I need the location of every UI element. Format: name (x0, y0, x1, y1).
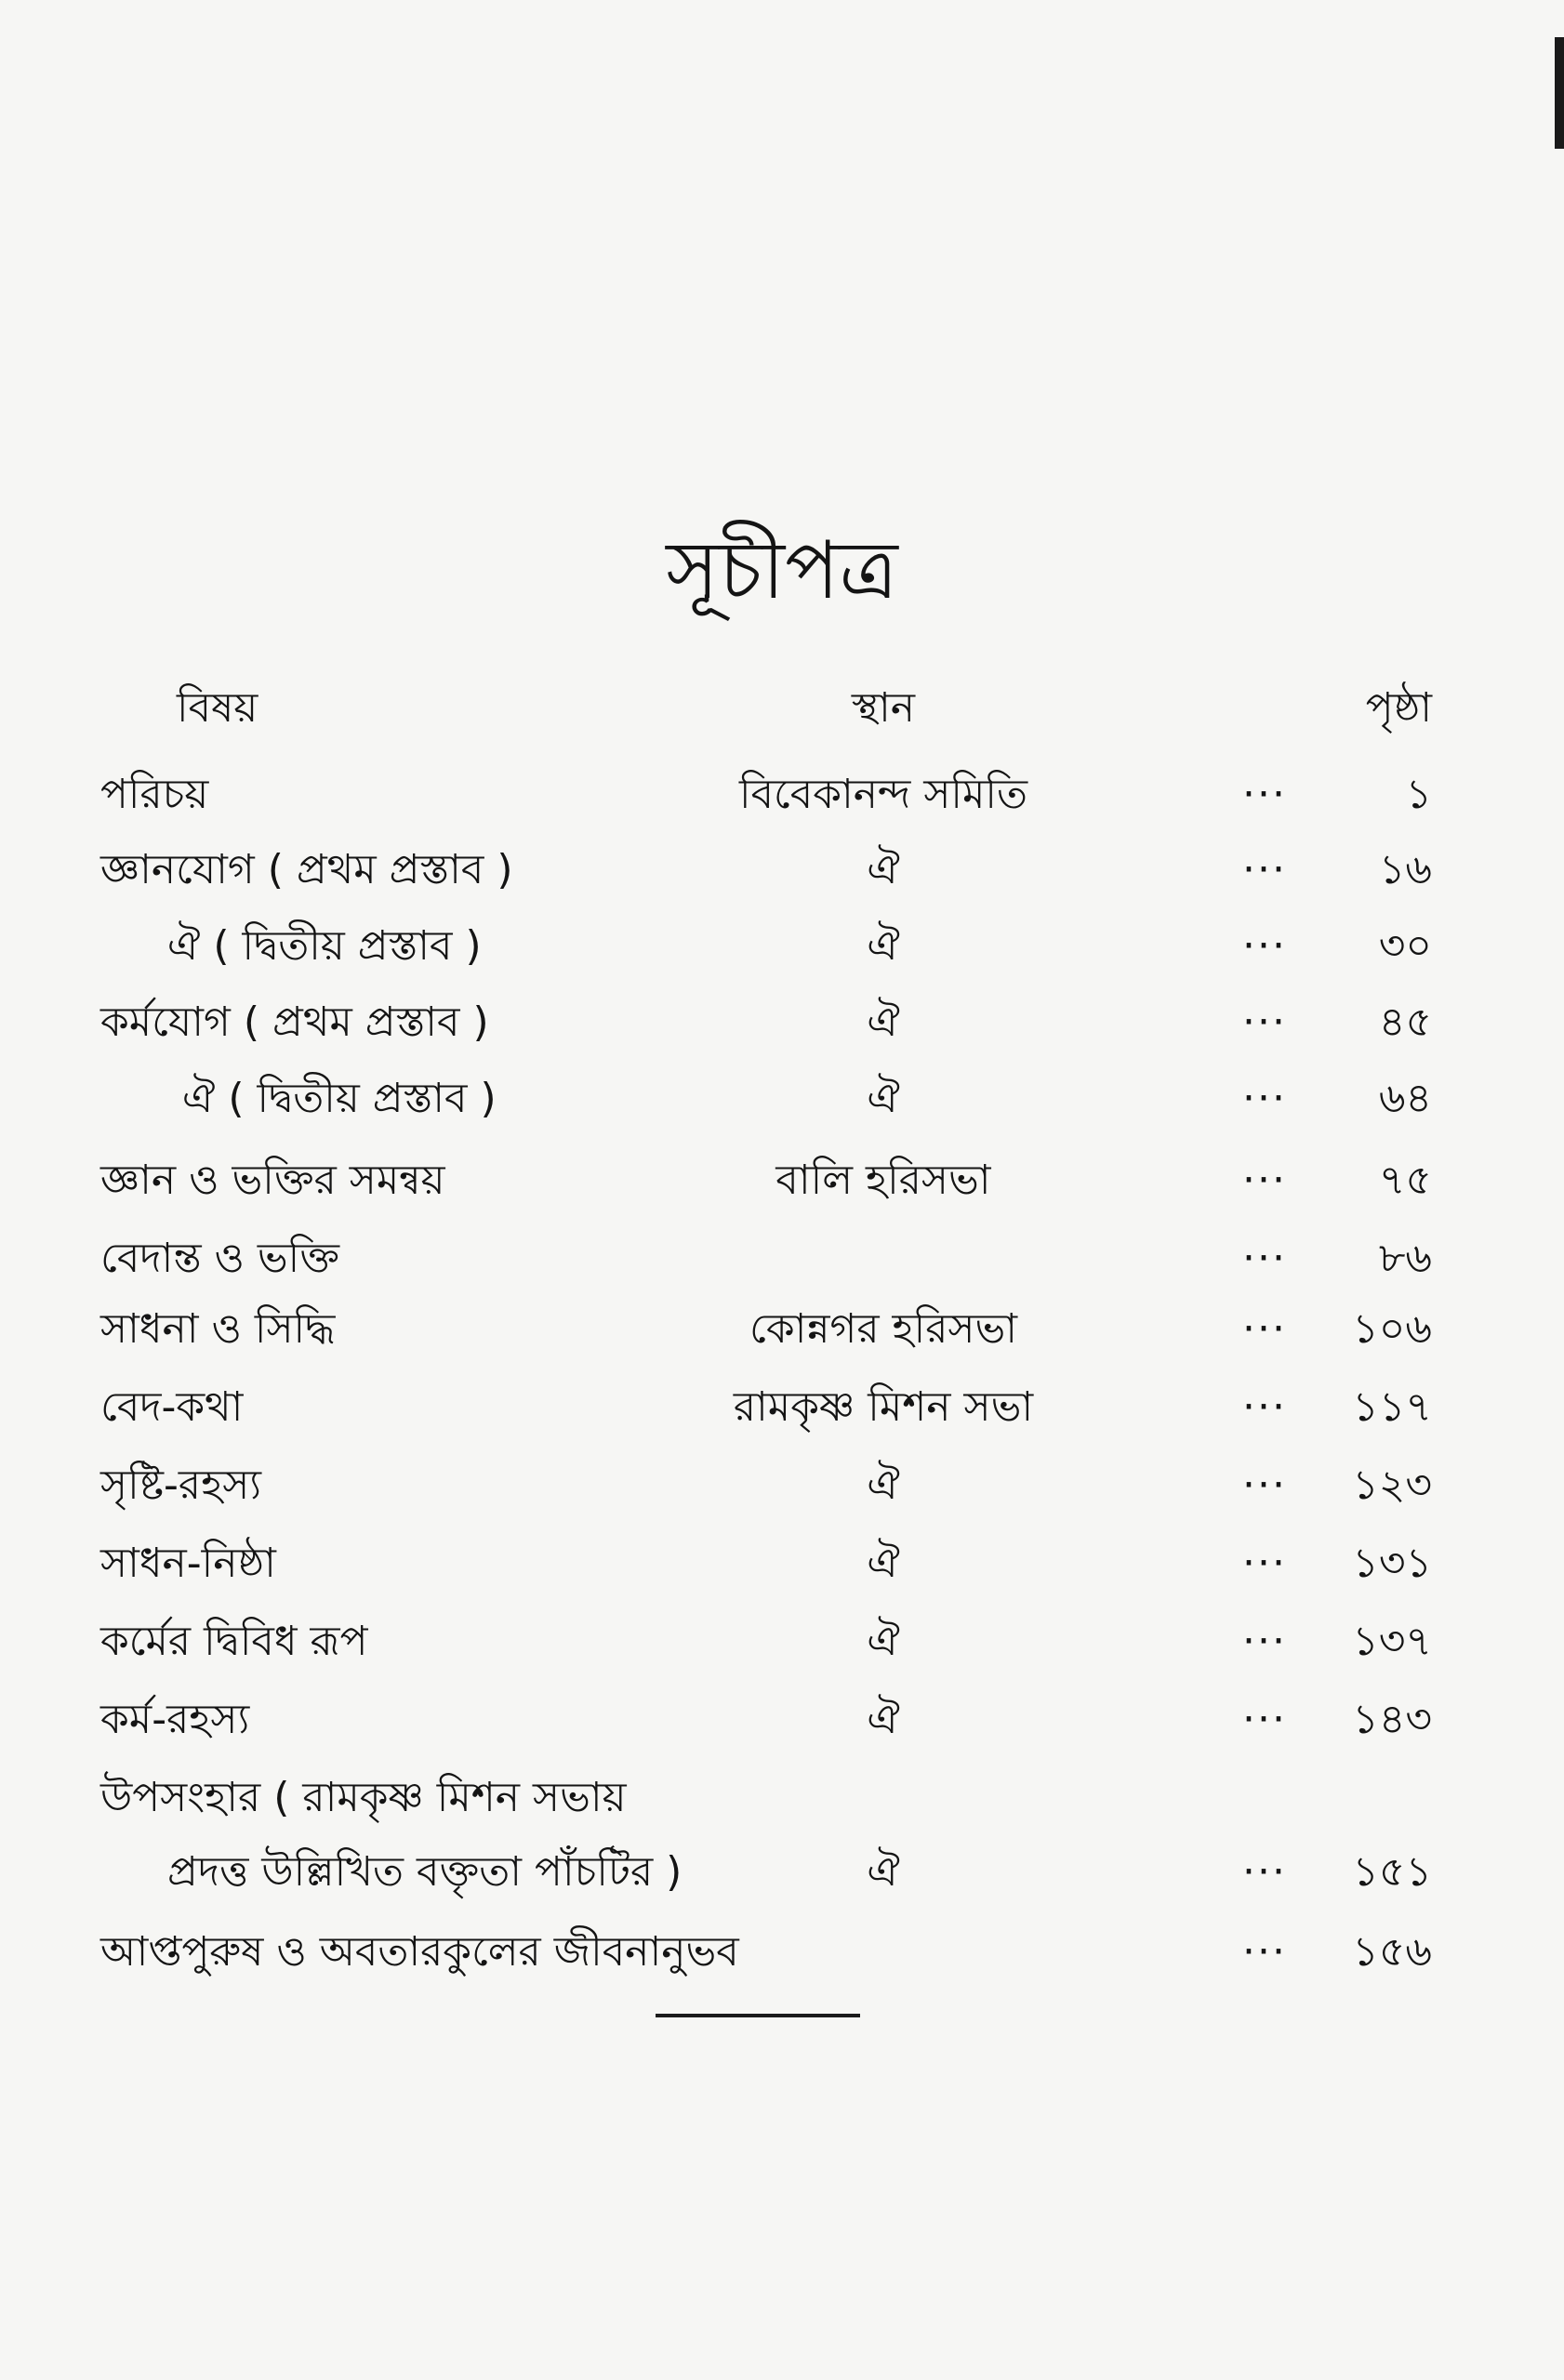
toc-place: ঐ (867, 1696, 900, 1743)
toc-leader-dots: ··· (1242, 1235, 1287, 1282)
toc-leader-dots: ··· (1242, 1075, 1287, 1122)
toc-subject: ঐ ( দ্বিতীয় প্রস্তাব ) (182, 1075, 497, 1122)
toc-row (0, 1527, 1564, 1601)
toc-subject: বেদ-কথা (100, 1383, 244, 1431)
toc-page-number: ১১৭ (1352, 1383, 1432, 1431)
toc-page-number: ১৫১ (1352, 1848, 1432, 1896)
toc-page-number: ৮৬ (1378, 1235, 1432, 1282)
closing-rule (656, 2014, 860, 2017)
toc-page-number: ১৩৭ (1352, 1618, 1432, 1665)
toc-page-number: ১৬ (1378, 846, 1432, 893)
toc-place: ঐ (867, 846, 900, 893)
toc-row (0, 909, 1564, 984)
toc-place: ঐ (867, 1540, 900, 1587)
toc-page-number: ১৪৩ (1352, 1696, 1432, 1743)
toc-leader-dots: ··· (1242, 1157, 1287, 1204)
subject-header: বিষয় (177, 684, 258, 732)
toc-subject: জ্ঞান ও ভক্তির সমন্বয় (100, 1157, 445, 1204)
toc-row (0, 1683, 1564, 1757)
toc-place: ঐ (867, 1075, 900, 1122)
page-edge-mark (1555, 37, 1564, 149)
toc-subject: বেদান্ত ও ভক্তি (100, 1235, 340, 1282)
toc-leader-dots: ··· (1242, 922, 1287, 970)
toc-row (0, 1222, 1564, 1296)
toc-leader-dots: ··· (1242, 1305, 1287, 1353)
toc-subject: জ্ঞানযোগ ( প্রথম প্রস্তাব ) (100, 846, 513, 893)
page-header: পৃষ্ঠা (1365, 684, 1432, 732)
toc-page-number: ৬৪ (1378, 1075, 1432, 1122)
toc-row (0, 985, 1564, 1060)
toc-page-number: ৪৫ (1378, 998, 1432, 1046)
toc-place: ঐ (867, 922, 900, 970)
page-title: সূচীপত্র (666, 524, 898, 617)
toc-page-number: ১ (1405, 771, 1432, 818)
toc-row (0, 1370, 1564, 1445)
toc-leader-dots: ··· (1242, 1928, 1287, 1976)
toc-row (0, 833, 1564, 907)
toc-row (0, 1448, 1564, 1523)
toc-place: রামকৃষ্ণ মিশন সভা (733, 1383, 1034, 1431)
toc-subject: কর্মের দ্বিবিধ রূপ (100, 1618, 368, 1665)
toc-subject: পরিচয় (100, 771, 209, 818)
toc-subject: প্রদত্ত উল্লিখিত বক্তৃতা পাঁচটির ) (167, 1848, 683, 1896)
toc-leader-dots: ··· (1242, 1696, 1287, 1743)
toc-subject: উপসংহার ( রামকৃষ্ণ মিশন সভায় (100, 1774, 627, 1821)
toc-row (0, 758, 1564, 832)
toc-leader-dots: ··· (1242, 1848, 1287, 1896)
toc-place: বিবেকানন্দ সমিতি (738, 771, 1028, 818)
toc-subject: কর্মযোগ ( প্রথম প্রস্তাব ) (100, 998, 489, 1046)
toc-place: ঐ (867, 1848, 900, 1896)
toc-place: ঐ (867, 1618, 900, 1665)
toc-subject: আপ্তপুরুষ ও অবতারকুলের জীবনানুভব (100, 1928, 739, 1976)
toc-page-number: ৭৫ (1378, 1157, 1432, 1204)
toc-row (0, 1144, 1564, 1218)
toc-leader-dots: ··· (1242, 1540, 1287, 1587)
toc-leader-dots: ··· (1242, 771, 1287, 818)
toc-row (0, 1292, 1564, 1367)
toc-row (0, 1062, 1564, 1136)
toc-subject: ঐ ( দ্বিতীয় প্রস্তাব ) (167, 922, 482, 970)
toc-place: বালি হরিসভা (775, 1157, 991, 1204)
place-header: স্থান (851, 684, 916, 732)
toc-row (0, 1835, 1564, 1910)
toc-row (0, 1605, 1564, 1679)
toc-page-number: ১০৬ (1352, 1305, 1432, 1353)
toc-page-number: ৩০ (1378, 922, 1432, 970)
toc-place: ঐ (867, 998, 900, 1046)
toc-place: ঐ (867, 1461, 900, 1509)
toc-row (0, 1915, 1564, 1990)
toc-leader-dots: ··· (1242, 1461, 1287, 1509)
toc-page-number: ১৩১ (1352, 1540, 1432, 1587)
toc-place: কোন্নগর হরিসভা (749, 1305, 1018, 1353)
toc-leader-dots: ··· (1242, 1618, 1287, 1665)
toc-row (0, 1761, 1564, 1835)
toc-subject: সাধনা ও সিদ্ধি (100, 1305, 336, 1353)
toc-leader-dots: ··· (1242, 846, 1287, 893)
toc-subject: কর্ম-রহস্য (100, 1696, 250, 1743)
toc-header-row (0, 671, 1564, 746)
toc-leader-dots: ··· (1242, 1383, 1287, 1431)
toc-page-number: ১৫৬ (1352, 1928, 1432, 1976)
toc-subject: সাধন-নিষ্ঠা (100, 1540, 276, 1587)
toc-leader-dots: ··· (1242, 998, 1287, 1046)
toc-subject: সৃষ্টি-রহস্য (100, 1461, 262, 1509)
toc-page-number: ১২৩ (1352, 1461, 1432, 1509)
